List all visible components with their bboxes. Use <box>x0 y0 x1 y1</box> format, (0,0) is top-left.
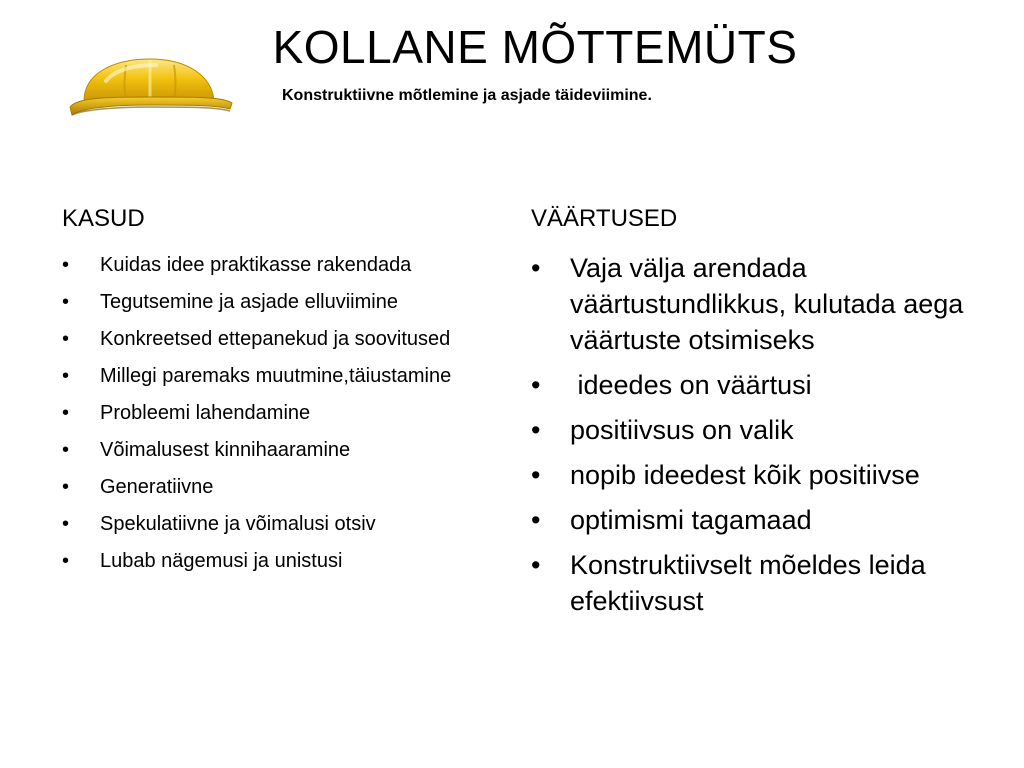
bullet-icon: • <box>62 365 70 387</box>
list-item-text: Konstruktiivselt mõeldes leida efektiivsust <box>570 550 926 616</box>
bullet-icon: • <box>62 513 70 535</box>
bullet-icon: • <box>62 291 70 313</box>
list-item <box>62 472 502 503</box>
list-item-text: nopib ideedest kõik positiivse <box>570 460 920 490</box>
values-list <box>531 250 971 628</box>
bullet-icon: • <box>531 460 541 490</box>
bullet-icon: • <box>62 439 70 461</box>
slide-title: KOLLANE MÕTTEMÜTS <box>272 21 798 73</box>
values-heading: VÄÄRTUSED <box>531 205 678 232</box>
list-item-text: Konkreetsed ettepanekud ja soovitused <box>100 328 451 350</box>
list-item-text: Spekulatiivne ja võimalusi otsiv <box>100 513 376 535</box>
list-item-text: Generatiivne <box>100 476 214 498</box>
benefits-list <box>62 250 502 583</box>
bullet-icon: • <box>531 550 541 580</box>
benefits-heading: KASUD <box>62 205 145 232</box>
list-item <box>62 361 502 392</box>
list-item <box>531 367 971 403</box>
slide-subtitle: Konstruktiivne mõtlemine ja asjade täideviimine. <box>282 87 652 104</box>
list-item <box>531 412 971 448</box>
bullet-icon: • <box>62 550 70 572</box>
list-item-text: optimismi tagamaad <box>570 505 812 535</box>
list-item <box>531 502 971 538</box>
list-item-text: ideedes on väärtusi <box>570 370 812 400</box>
bullet-icon: • <box>531 253 541 283</box>
bullet-icon: • <box>531 505 541 535</box>
list-item <box>531 457 971 493</box>
list-item-text: Vaja välja arendada väärtustundlikkus, kulutada aega väärtuste otsimiseks <box>570 253 964 355</box>
bullet-icon: • <box>62 328 70 350</box>
list-item-text: Lubab nägemusi ja unistusi <box>100 550 343 572</box>
list-item-text: positiivsus on valik <box>570 415 794 445</box>
list-item-text: Kuidas idee praktikasse rakendada <box>100 254 412 276</box>
list-item-text: Võimalusest kinnihaaramine <box>100 439 351 461</box>
list-item <box>62 509 502 540</box>
list-item-text: Millegi paremaks muutmine,täiustamine <box>100 365 452 387</box>
list-item-text: Probleemi lahendamine <box>100 402 311 424</box>
bullet-icon: • <box>62 402 70 424</box>
list-item-text: Tegutsemine ja asjade elluviimine <box>100 291 398 313</box>
list-item <box>62 324 502 355</box>
list-item <box>531 250 971 358</box>
bullet-icon: • <box>62 476 70 498</box>
list-item <box>62 398 502 429</box>
list-item <box>62 546 502 577</box>
list-item <box>531 547 971 619</box>
list-item <box>62 287 502 318</box>
bullet-icon: • <box>62 254 70 276</box>
bullet-icon: • <box>531 415 541 445</box>
list-item <box>62 250 502 281</box>
bullet-icon: • <box>531 370 541 400</box>
list-item <box>62 435 502 466</box>
